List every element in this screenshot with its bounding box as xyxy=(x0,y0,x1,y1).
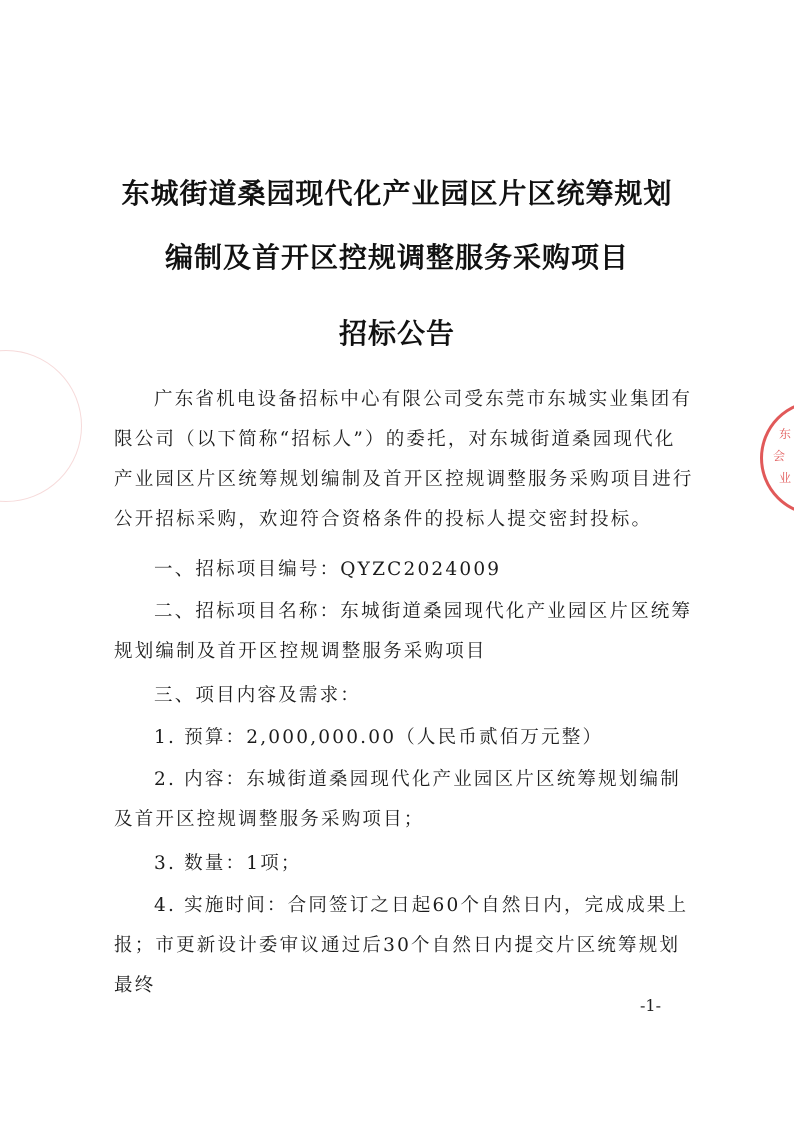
document-title-line-2: 编制及首开区控规调整服务采购项目 xyxy=(164,241,629,274)
sub-item-content: 2. 内容：东城街道桑园现代化产业园区片区统筹规划编制及首开区控规调整服务采购项目； xyxy=(114,769,681,830)
section-1-project-number: 一、招标项目编号：QYZC2024009 xyxy=(154,559,502,580)
page-number: -1- xyxy=(640,996,661,1015)
sub-item-budget: 1. 预算：2,000,000.00（人民币贰佰万元整） xyxy=(154,727,604,748)
seal-char-2: 会 xyxy=(773,449,786,463)
document-title-line-1: 东城街道桑园现代化产业园区片区统筹规划 xyxy=(121,177,673,210)
red-seal-stamp xyxy=(760,400,794,516)
seal-char-3: 业 xyxy=(779,471,792,485)
document-title-line-3: 招标公告 xyxy=(338,317,455,350)
section-2-project-name: 二、招标项目名称：东城街道桑园现代化产业园区片区统筹规划编制及首开区控规调整服务采购项目 xyxy=(114,601,693,662)
seal-char-1: 东 xyxy=(779,427,792,441)
sub-item-quantity: 3. 数量：1项； xyxy=(154,853,302,874)
intro-paragraph: 广东省机电设备招标中心有限公司受东莞市东城实业集团有限公司（以下简称“招标人”）的委托，对东城街道桑园现代化产业园区片区统筹规划编制及首开区控规调整服务采购项目进行公开招标采购，欢迎符合资格条件的投标人提交密封投标。 xyxy=(114,389,694,530)
section-3-content-heading: 三、项目内容及需求： xyxy=(154,685,362,706)
sub-item-implementation-time: 4. 实施时间：合同签订之日起60个自然日内，完成成果上报；市更新设计委审议通过后30个自然日内提交片区统筹规划最终 xyxy=(114,895,689,996)
faint-seal-mark xyxy=(0,350,82,502)
